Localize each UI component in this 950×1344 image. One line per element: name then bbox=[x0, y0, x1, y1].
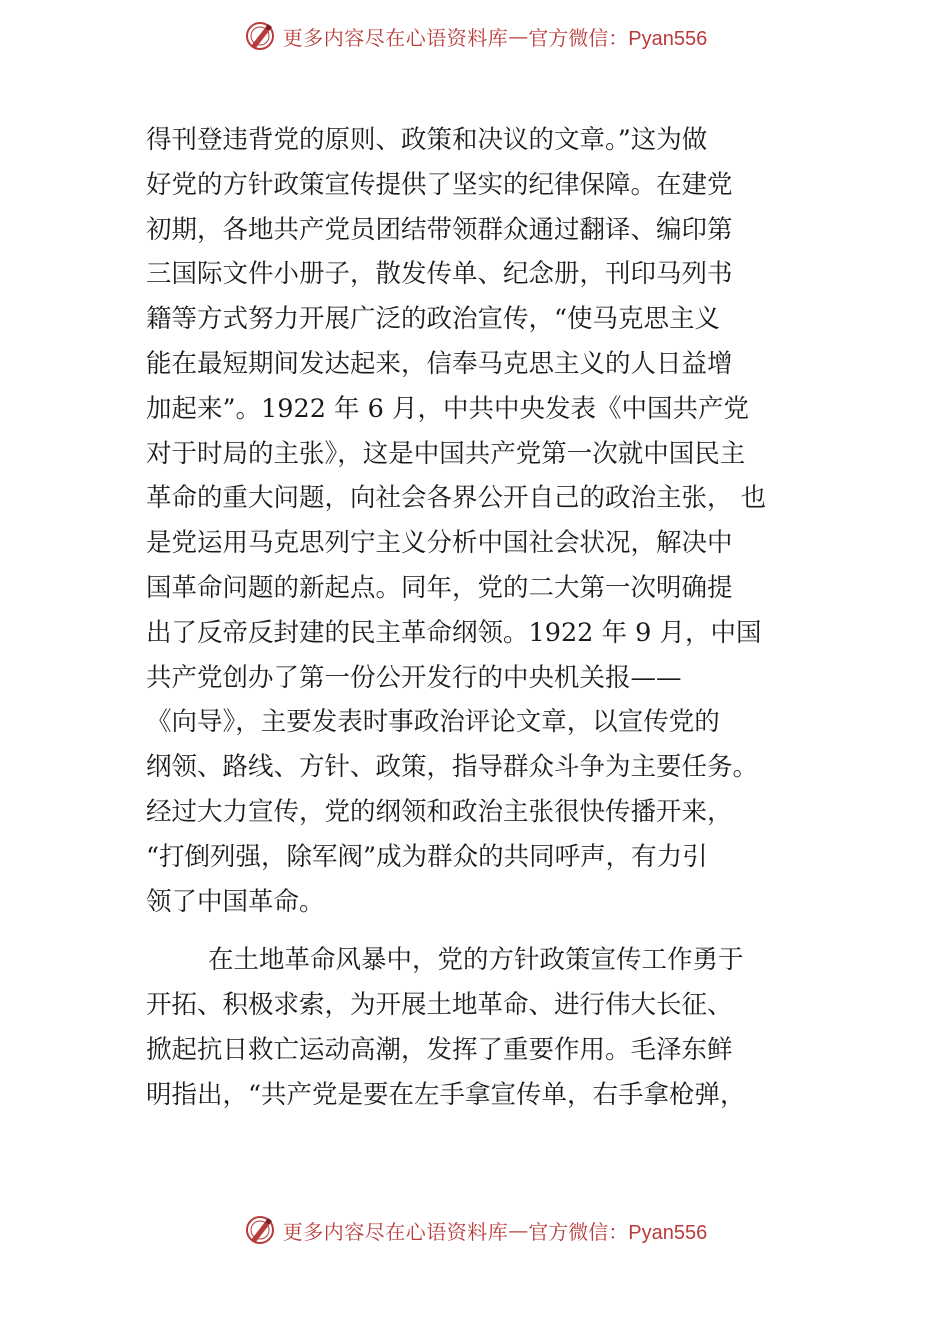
text-line: 在土地革命风暴中，党的方针政策宣传工作勇于 bbox=[208, 945, 744, 976]
text-line: 纲领、路线、方针、政策，指导群众斗争为主要任务。 bbox=[146, 752, 759, 783]
document-body bbox=[146, 118, 818, 1118]
text-line: 初期，各地共产党员团结带领群众通过翻译、编印第 bbox=[146, 214, 733, 245]
text-line: 得刊登违背党的原则、政策和决议的文章。”这为做 bbox=[146, 125, 708, 155]
header-banner bbox=[0, 14, 950, 58]
text-line: 明指出，“共产党是要在左手拿宣传单，右手拿枪弹， bbox=[146, 1079, 746, 1110]
text-line: “打倒列强，除军阀”成为群众的共同呼声，有力引 bbox=[146, 841, 708, 872]
header-separator: — bbox=[508, 24, 529, 48]
text-line: 共产党创办了第一份公开发行的中央机关报—— bbox=[146, 662, 682, 693]
text-line: 领了中国革命。 bbox=[146, 886, 325, 917]
footer-title: 更多内容尽在心语资料库 bbox=[282, 1219, 509, 1244]
text-line: 籍等方式努力开展广泛的政治宣传，“使马克思主义 bbox=[146, 304, 721, 335]
text-line: 能在最短期间发达起来，信奉马克思主义的人日益增 bbox=[146, 348, 733, 379]
paragraph-1 bbox=[146, 118, 818, 924]
header-title: 更多内容尽在心语资料库 bbox=[282, 25, 509, 50]
text-line: 《向导》，主要发表时事政治评论文章，以宣传党的 bbox=[146, 707, 720, 738]
text-line: 三国际文件小册子，散发传单、纪念册，刊印马列书 bbox=[146, 259, 733, 290]
text-line: 经过大力宣传，党的纲领和政治主张很快传播开来， bbox=[146, 796, 733, 827]
text-line: 对于时局的主张》，这是中国共产党第一次就中国民主 bbox=[146, 438, 746, 469]
text-line: 革命的重大问题，向社会各界公开自己的政治主张， 也 bbox=[146, 483, 767, 514]
header-contact: 官方微信：Pyan556 bbox=[528, 27, 708, 50]
text-line: 加起来”。1922 年 6 月，中共中央发表《中国共产党 bbox=[146, 393, 749, 424]
paragraph-2 bbox=[146, 938, 818, 1117]
footer-separator: — bbox=[508, 1218, 529, 1242]
text-line: 国革命问题的新起点。同年，党的二大第一次明确提 bbox=[146, 572, 733, 603]
paragraph-gap bbox=[146, 924, 818, 938]
text-line: 是党运用马克思列宁主义分析中国社会状况，解决中 bbox=[146, 528, 733, 559]
pen-nib-logo-icon bbox=[243, 1213, 277, 1247]
pen-nib-logo-icon bbox=[243, 19, 277, 53]
text-line: 好党的方针政策宣传提供了坚实的纪律保障。在建党 bbox=[146, 169, 733, 200]
text-line: 出了反帝反封建的民主革命纲领。1922 年 9 月，中国 bbox=[146, 617, 762, 648]
text-line: 开拓、积极求索，为开展土地革命、进行伟大长征、 bbox=[146, 990, 733, 1021]
text-line: 掀起抗日救亡运动高潮，发挥了重要作用。毛泽东鲜 bbox=[146, 1034, 733, 1065]
footer-contact: 官方微信：Pyan556 bbox=[528, 1221, 708, 1244]
footer-banner bbox=[0, 1208, 950, 1252]
